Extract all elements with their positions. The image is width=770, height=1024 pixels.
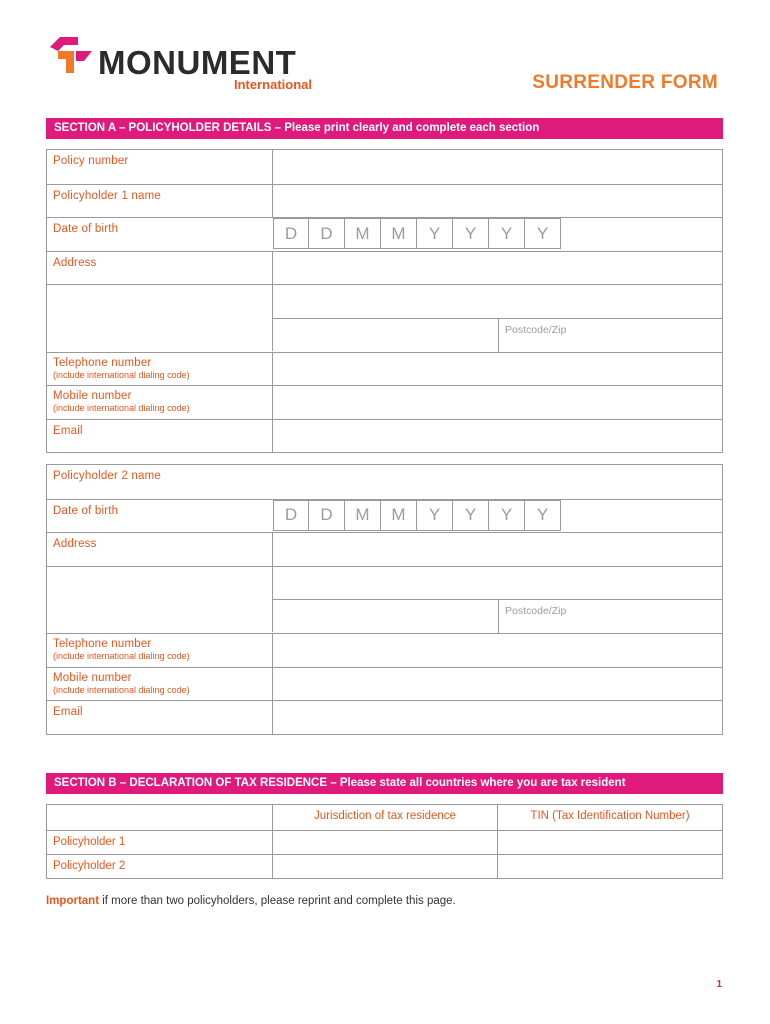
dob-box[interactable]: Y [525,500,561,531]
dob-box[interactable]: M [345,500,381,531]
ph2-name-row[interactable] [47,465,722,499]
jurisdiction-cell[interactable] [273,831,498,854]
policyholder-2-grid [46,464,723,735]
dob-box[interactable]: Y [489,218,525,249]
ph2-address-line3[interactable] [273,599,722,633]
ph1-mobile-row[interactable] [47,385,722,419]
tax-row-label: Policyholder 1 [47,831,273,854]
policyholder-1-grid [46,149,723,453]
brand-name: MONUMENT [98,44,297,81]
ph1-postcode-label: Postcode/Zip [498,319,572,352]
ph1-dob-label: Date of birth [53,223,119,236]
dob-box[interactable]: D [273,500,309,531]
ph2-dob-boxes[interactable] [273,500,561,533]
ph1-address-line2[interactable] [47,284,722,318]
ph2-email-label: Email [53,706,83,719]
brand-sub: International [234,77,313,92]
ph1-address-row[interactable] [47,251,722,285]
form-title: SURRENDER FORM [532,72,718,93]
important-note [46,895,456,907]
ph2-telephone-row[interactable] [47,633,722,667]
ph2-mobile-note: (include international dialing code) [53,684,190,695]
policy-number-label: Policy number [53,155,129,167]
dob-box[interactable]: Y [525,218,561,249]
ph1-name-label: Policyholder 1 name [53,189,161,202]
ph1-email-row[interactable] [47,419,722,453]
section-b-header: SECTION B – DECLARATION OF TAX RESIDENCE – Please state all countries where you are tax resident [46,773,723,794]
ph2-mobile-row[interactable] [47,667,722,701]
ph2-email-row[interactable] [47,700,722,734]
ph1-mobile-note: (include international dialing code) [53,403,190,414]
jurisdiction-header: Jurisdiction of tax residence [273,805,498,830]
dob-box[interactable]: D [309,500,345,531]
ph2-postcode-label: Postcode/Zip [498,600,572,633]
ph1-mobile-label: Mobile number [53,390,132,403]
ph1-telephone-note: (include international dialing code) [53,369,190,380]
ph2-address-row[interactable] [47,532,722,566]
dob-box[interactable]: M [345,218,381,249]
ph2-dob-row [47,499,722,533]
ph1-name-row[interactable] [47,184,722,218]
ph2-dob-label: Date of birth [53,504,119,517]
ph1-address-label: Address [53,256,97,269]
section-a-header: SECTION A – POLICYHOLDER DETAILS – Please print clearly and complete each section [46,118,723,139]
ph2-address-line2[interactable] [47,566,722,600]
important-label: Important [46,895,100,907]
ph2-telephone-note: (include international dialing code) [53,650,190,661]
policy-number-row[interactable] [47,150,722,184]
dob-box[interactable]: M [381,218,417,249]
tin-cell[interactable] [498,855,722,883]
page-number: 1 [716,979,722,990]
tax-row-ph2 [47,854,722,878]
tax-residence-table [46,804,723,879]
ph2-address-label: Address [53,538,97,551]
ph1-email-label: Email [53,424,83,437]
ph1-dob-row [47,217,722,251]
ph2-telephone-label: Telephone number [53,637,152,650]
monument-logo-icon [46,33,96,79]
tax-row-label: Policyholder 2 [47,855,273,878]
jurisdiction-cell[interactable] [273,855,498,878]
dob-box[interactable]: D [273,218,309,249]
ph1-telephone-row[interactable] [47,352,722,386]
ph2-name-label: Policyholder 2 name [53,470,161,482]
dob-box[interactable]: Y [417,218,453,249]
dob-box[interactable]: Y [453,218,489,249]
dob-box[interactable]: Y [453,500,489,531]
tin-header: TIN (Tax Identification Number) [530,810,690,822]
dob-box[interactable]: Y [489,500,525,531]
ph1-telephone-label: Telephone number [53,356,152,369]
ph1-dob-boxes[interactable] [273,218,561,251]
important-text: if more than two policyholders, please reprint and complete this page. [99,895,456,907]
dob-box[interactable]: M [381,500,417,531]
ph2-mobile-label: Mobile number [53,671,132,684]
ph1-address-line3[interactable] [273,318,722,352]
dob-box[interactable]: D [309,218,345,249]
tax-table-header-row [47,805,722,830]
tax-row-ph1 [47,830,722,854]
dob-box[interactable]: Y [417,500,453,531]
